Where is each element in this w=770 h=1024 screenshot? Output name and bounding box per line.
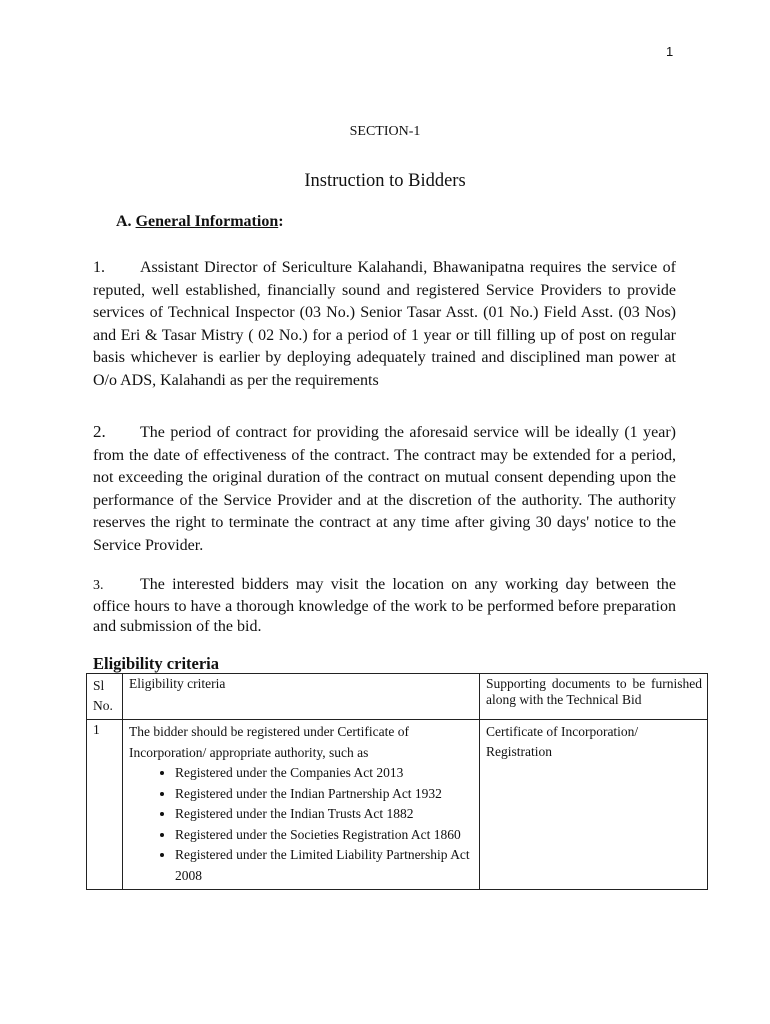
- paragraph-text: The period of contract for providing the aforesaid service will be ideally (1 year) from the date of effectiveness of the contract. The contract may be extended for a period, not exceeding the original duration of the contract on mutual consent depending upon the performance of the Service Provider and at the discretion of the authority. The authority reserves the right to terminate the contract at any time after giving 30 days' notice to the Service Provider.: [93, 424, 676, 554]
- paragraph-text: Assistant Director of Sericulture Kalahandi, Bhawanipatna requires the service of reputed, well established, financially sound and registered Service Providers to provide services of Technical Inspector (03 No.) Senior Tasar Asst. (01 No.) Field Asst. (03 Nos) and Eri & Tasar Mistry ( 02 No.) for a period of 1 year or till filling up of post on regular basis whichever is earlier by deploying adequately trained and disciplined man power at O/o ADS, Kalahandi as per the requirements: [93, 259, 676, 389]
- list-item: • Registered under the Limited Liability Partnership Act 2008: [175, 845, 474, 886]
- paragraph-3: [93, 575, 676, 638]
- list-item: • Registered under the Companies Act 2013: [175, 763, 474, 784]
- general-information-heading: [116, 213, 284, 231]
- eligibility-table: [86, 673, 708, 890]
- paragraph-1: [93, 257, 676, 393]
- criteria-list: [129, 763, 474, 886]
- eligibility-heading: Eligibility criteria: [93, 654, 220, 673]
- list-item: • Registered under the Indian Partnership Act 1932: [175, 784, 474, 805]
- cell-documents: Certificate of Incorporation/ Registration: [480, 720, 708, 890]
- list-item: • Registered under the Indian Trusts Act 1882: [175, 804, 474, 825]
- cell-criteria: [123, 720, 480, 890]
- paragraph-2: [93, 421, 676, 558]
- table-header-row: [87, 674, 708, 720]
- paragraph-text: The interested bidders may visit the location on any working day between the office hours to have a thorough knowledge of the work to be performed before preparation and submission of the bid.: [93, 576, 676, 635]
- paragraph-number: 2.: [93, 422, 106, 441]
- column-header-documents: Supporting documents to be furnished along with the Technical Bid: [480, 674, 708, 720]
- list-item: • Registered under the Societies Registration Act 1860: [175, 825, 474, 846]
- heading-suffix: :: [278, 213, 284, 230]
- paragraph-number: 1.: [93, 259, 105, 276]
- page-number: 1: [666, 44, 674, 59]
- column-header-sl: Sl No.: [87, 674, 123, 720]
- section-label: SECTION-1: [349, 124, 421, 139]
- table-row: [87, 720, 708, 890]
- criteria-text: The bidder should be registered under Certificate of Incorporation/ appropriate authority, such as: [129, 724, 410, 760]
- paragraph-number: 3.: [93, 578, 104, 593]
- page-title: Instruction to Bidders: [304, 171, 466, 191]
- cell-sl: 1: [87, 720, 123, 890]
- column-header-criteria: Eligibility criteria: [123, 674, 480, 720]
- heading-prefix: A.: [116, 213, 136, 230]
- heading-text: General Information: [135, 213, 279, 230]
